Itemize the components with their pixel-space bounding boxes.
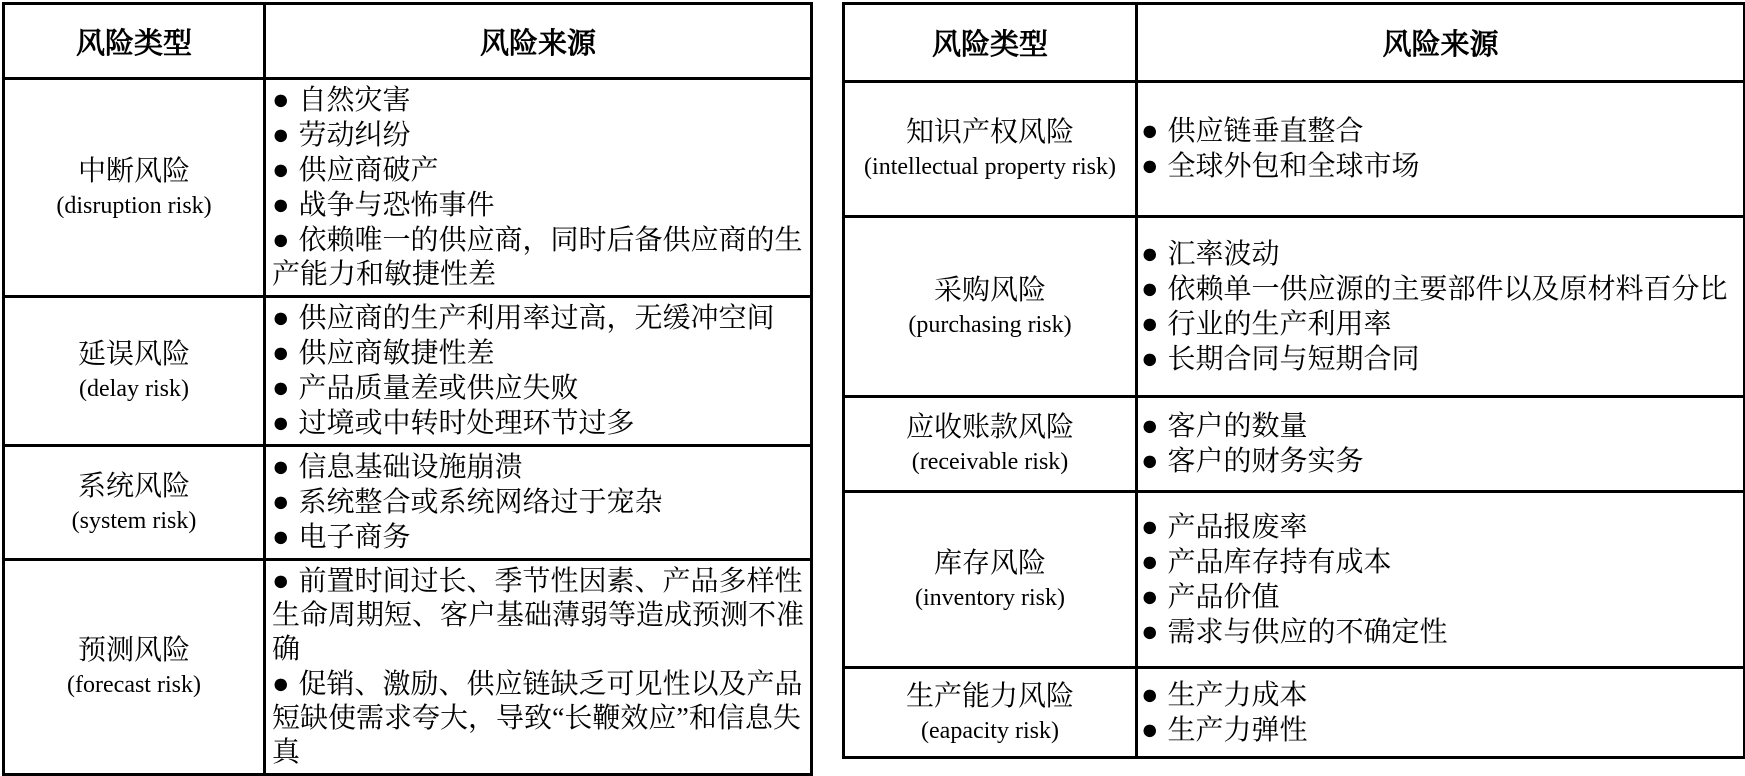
risk-source-item [1141, 545, 1741, 580]
bullet-icon: ● [1141, 445, 1159, 477]
bullet-icon: ● [1141, 342, 1159, 375]
risk-type-zh: 生产能力风险 [905, 680, 1074, 712]
risk-source-text: 汇率波动 [1167, 238, 1280, 270]
risk-source-text: 行业的生产利用率 [1167, 308, 1392, 340]
risk-source-text: 产品价值 [1167, 581, 1280, 613]
risk-source-cell [265, 297, 812, 446]
risk-source-item [1141, 409, 1741, 444]
header-risk-type: 风险类型 [4, 4, 265, 79]
risk-source-item [1141, 713, 1741, 748]
risk-type-en: (delay risk) [79, 376, 189, 402]
risk-source-text: 依赖唯一的供应商，同时后备供应商的生产能力和敏捷性差 [272, 225, 803, 290]
risk-source-text: 供应商敏捷性差 [298, 338, 495, 369]
table-row [844, 397, 1745, 492]
risk-source-item [1141, 444, 1741, 479]
risk-type-en: (disruption risk) [56, 192, 212, 219]
risk-type-cell [4, 560, 265, 775]
risk-source-cell [1137, 668, 1745, 758]
table-row [4, 446, 812, 560]
bullet-icon: ● [272, 407, 290, 439]
risk-source-item [272, 153, 808, 188]
risk-source-cell [265, 446, 812, 560]
risk-source-item [272, 406, 808, 441]
bullet-icon: ● [1141, 713, 1159, 746]
bullet-icon: ● [272, 337, 290, 369]
risk-source-item [272, 371, 808, 406]
bullet-icon: ● [1141, 580, 1159, 613]
risk-source-item [272, 485, 808, 520]
risk-type-zh: 系统风险 [77, 470, 190, 502]
bullet-icon: ● [272, 521, 290, 553]
risk-source-text: 客户的财务实务 [1167, 446, 1364, 477]
risk-type-cell [4, 297, 265, 446]
risk-table-left [2, 2, 813, 776]
risk-source-item [272, 301, 808, 336]
risk-source-item [1141, 237, 1741, 272]
risk-source-cell [1137, 82, 1745, 217]
risk-source-text: 系统整合或系统网络过于宠杂 [298, 487, 663, 518]
risk-source-text: 前置时间过长、季节性因素、产品多样性生命周期短、客户基础薄弱等造成预测不准确 [272, 566, 805, 665]
risk-source-item [1141, 580, 1741, 615]
risk-type-zh: 中断风险 [77, 155, 190, 187]
bullet-icon: ● [1141, 307, 1159, 340]
risk-type-cell [4, 446, 265, 560]
risk-source-item [272, 83, 808, 118]
risk-source-item [1141, 342, 1741, 377]
risk-type-cell [844, 82, 1137, 217]
bullet-icon: ● [272, 84, 290, 116]
header-risk-type: 风险类型 [844, 4, 1137, 82]
risk-source-item [272, 118, 808, 153]
risk-type-cell [844, 492, 1137, 668]
risk-source-item [1141, 307, 1741, 342]
risk-source-text: 生产力成本 [1167, 679, 1308, 711]
risk-type-zh: 库存风险 [933, 547, 1046, 579]
bullet-icon: ● [1141, 115, 1159, 147]
risk-source-item [272, 223, 808, 292]
risk-type-cell [844, 217, 1137, 397]
table-row [844, 668, 1745, 758]
risk-source-text: 促销、激励、供应链缺乏可见性以及产品短缺使需求夸大，导致“长鞭效应”和信息失真 [272, 669, 803, 768]
risk-source-item [272, 188, 808, 223]
table-row [4, 79, 812, 297]
risk-type-en: (eapacity risk) [921, 717, 1059, 744]
risk-source-cell [1137, 217, 1745, 397]
risk-source-text: 电子商务 [298, 522, 411, 553]
risk-source-text: 战争与恐怖事件 [298, 190, 495, 221]
bullet-icon: ● [1141, 545, 1159, 578]
risk-source-cell [265, 79, 812, 297]
bullet-icon: ● [272, 486, 290, 518]
risk-source-text: 供应商破产 [298, 155, 439, 186]
bullet-icon: ● [272, 154, 290, 186]
risk-source-text: 劳动纠纷 [298, 120, 411, 151]
risk-type-cell [844, 668, 1137, 758]
bullet-icon: ● [272, 565, 290, 597]
risk-source-item [272, 564, 808, 667]
bullet-icon: ● [272, 668, 290, 700]
risk-source-item [1141, 510, 1741, 545]
bullet-icon: ● [272, 372, 290, 404]
risk-source-text: 长期合同与短期合同 [1167, 343, 1420, 375]
risk-source-text: 产品报废率 [1167, 511, 1308, 543]
risk-source-item [272, 450, 808, 485]
risk-source-item [1141, 678, 1741, 713]
bullet-icon: ● [1141, 272, 1159, 305]
risk-source-item [1141, 149, 1741, 184]
table-row [4, 560, 812, 775]
risk-source-text: 产品质量差或供应失败 [298, 373, 579, 404]
header-risk-source: 风险来源 [1137, 4, 1745, 82]
risk-type-en: (inventory risk) [915, 584, 1065, 611]
table-header-row [844, 4, 1745, 82]
table-header-row [4, 4, 812, 79]
risk-source-cell [1137, 492, 1745, 668]
bullet-icon: ● [1141, 237, 1159, 270]
risk-source-text: 自然灾害 [298, 85, 411, 116]
bullet-icon: ● [1141, 510, 1159, 543]
risk-source-item [1141, 272, 1741, 307]
risk-source-text: 过境或中转时处理环节过多 [298, 408, 635, 439]
risk-type-en: (purchasing risk) [908, 311, 1072, 338]
risk-type-zh: 知识产权风险 [905, 117, 1074, 148]
risk-source-cell [265, 560, 812, 775]
risk-source-item [1141, 615, 1741, 650]
risk-source-cell [1137, 397, 1745, 492]
risk-source-text: 产品库存持有成本 [1167, 546, 1392, 578]
risk-source-text: 供应链垂直整合 [1167, 116, 1364, 147]
risk-type-cell [4, 79, 265, 297]
risk-type-en: (system risk) [71, 507, 197, 534]
table-row [4, 297, 812, 446]
risk-type-zh: 预测风险 [77, 635, 190, 666]
bullet-icon: ● [272, 224, 290, 256]
risk-source-item [272, 520, 808, 555]
risk-source-item [272, 336, 808, 371]
risk-type-en: (forecast risk) [67, 672, 201, 698]
bullet-icon: ● [272, 189, 290, 221]
risk-source-item [1141, 114, 1741, 149]
risk-type-cell [844, 397, 1137, 492]
risk-table-right [842, 2, 1745, 759]
risk-type-en: (intellectual property risk) [864, 154, 1116, 180]
risk-source-text: 依赖单一供应源的主要部件以及原材料百分比 [1167, 273, 1728, 305]
risk-source-text: 供应商的生产利用率过高，无缓冲空间 [298, 303, 775, 334]
header-risk-source: 风险来源 [265, 4, 812, 79]
bullet-icon: ● [272, 119, 290, 151]
bullet-icon: ● [1141, 678, 1159, 711]
risk-type-zh: 采购风险 [933, 274, 1046, 306]
risk-type-zh: 应收账款风险 [905, 412, 1074, 443]
risk-source-text: 生产力弹性 [1167, 714, 1308, 746]
risk-source-text: 信息基础设施崩溃 [298, 452, 523, 483]
bullet-icon: ● [1141, 410, 1159, 442]
risk-source-text: 全球外包和全球市场 [1167, 151, 1420, 182]
table-row [844, 82, 1745, 217]
risk-source-item [272, 667, 808, 770]
risk-type-zh: 延误风险 [77, 339, 190, 370]
table-row [844, 492, 1745, 668]
bullet-icon: ● [272, 451, 290, 483]
risk-type-en: (receivable risk) [911, 449, 1069, 475]
bullet-icon: ● [1141, 150, 1159, 182]
table-row [844, 217, 1745, 397]
bullet-icon: ● [272, 302, 290, 334]
risk-source-text: 客户的数量 [1167, 411, 1308, 442]
risk-source-text: 需求与供应的不确定性 [1167, 616, 1448, 648]
bullet-icon: ● [1141, 615, 1159, 648]
